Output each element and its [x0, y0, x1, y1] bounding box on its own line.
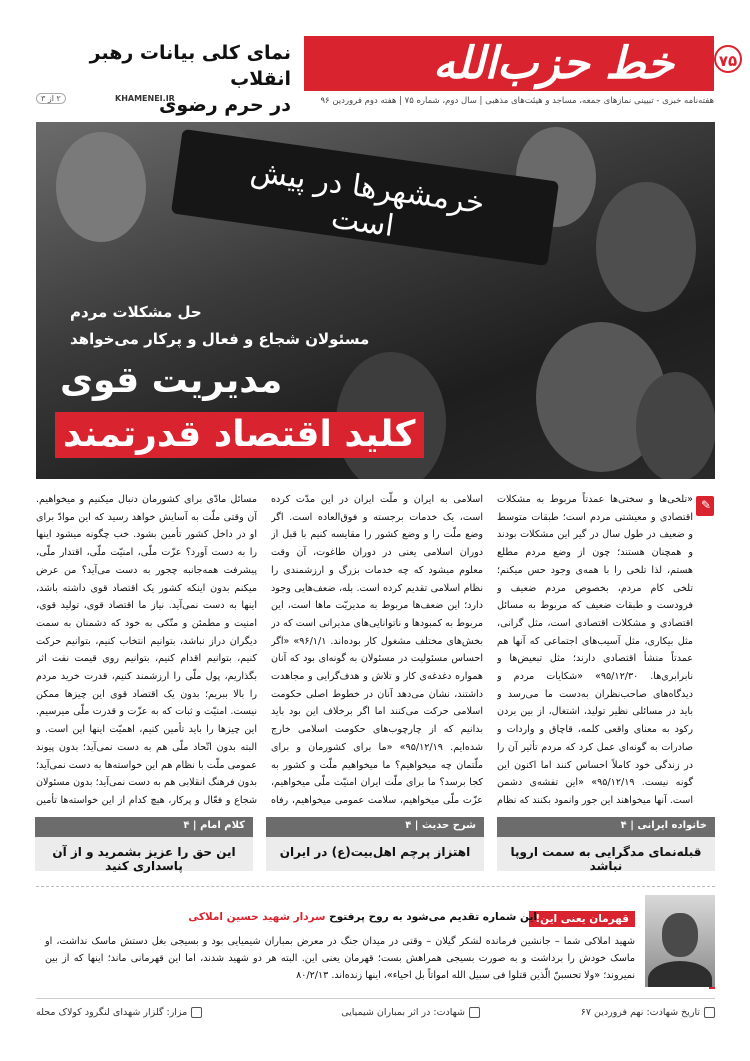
headline-line-2[interactable]: در حرم رضوی	[159, 94, 291, 116]
article-column-2: اسلامی به ایران و ملّت ایران در این مدّت کرده است، یک خدمات برجسته و فوق‌العاده است. اگر وضع ملّت را و وضع کشور را مقایسه کنیم با قبل از دوران اسلامی یعنی در دوران طاغوت، آن وقت معلوم میشود که چه خدمات بزرگ و ارزشمندی را نظام اسلامی تقدیم کرده است. بله، ضعف‌هایی وجود دارد؛ این ضعف‌ها مربوط به مدیریّت ماها است، این مربوط به کمبودها و ناتوانایی‌های مدیرانی است که در بخش‌های مختلف مشغول کار بوده‌اند. ۹۶/۱/۱» «اگر احساس مسئولیت در مسئولان به گونه‌ای بود که آنان همواره دغدغه‌ی کار و تلاش و هدف‌گرایی و مجاهدت داشتند، نشان می‌دهد آنان در خطوط اصلی حکومت اسلامی حرکت می‌کنند اما اگر برخلاف این بود باید بدانیم که از چارچوب‌های حکومت اسلامی خارج شده‌ایم. ۹۵/۱۲/۱۹» «ما برای کشورمان و برای ملّتمان چه میخواهیم؟ ما میخواهیم ملّت و کشور به کجا برسد؟ ما برای ملّت ایران امنیّت ملّی میخواهیم، عزّت ملّی میخواهیم، سلامت عمومی میخواهیم، رفاه	[271, 494, 483, 806]
brand-bar	[304, 36, 714, 91]
article-column-1: «تلخی‌ها و سختی‌ها عمدتاً مربوط به مشکلات اقتصادی و معیشتی مردم است؛ طبقات متوسط و ضعیف در طول سال در گیر این مشکلات بودند و همچنان هستند؛ چون از وضع مردم مطلع هستم، لذا تلخی را با همه‌ی وجود حس میکنم؛ تلخی کام مردم، بخصوص مردم ضعیف و فرودست و طبقات ضعیف که مربوط به مسائل اقتصادی و مشکلات اقتصادی است، مثل گرانی، مثل بیکاری، مثل آسیب‌های اجتماعی که آنها هم عمدتاً منشأ اقتصادی دارند؛ مثل تبعیض‌ها و نابرابری‌ها. ۹۵/۱۲/۳۰» «شکایات مردم و دیدگاه‌های صاحب‌نظران به‌دست ما می‌رسد و باید در مسائلی نظیر تولید، اشتغال، از بین بردن رکود به معنای واقعی کلمه، قاچاق و واردات و صادرات به گونه‌ای عمل کرد که مردم تأثیر آن را در زندگی خود کاملاً احساس کنند اما اکنون این گونه نیست. ۹۵/۱۲/۱۹» «این تفشه‌ی دشمن است. آنها میخواهند این جور وانمود بکنند که نظام	[497, 494, 694, 806]
crowd-figure	[56, 132, 146, 242]
crowd-figure	[596, 182, 696, 312]
photo-subtitle-1: حل مشکلات مردم	[70, 303, 202, 321]
banner-text: خرمشهرها در پیش است	[248, 153, 487, 245]
photo-main-title: مدیریت قوی	[60, 360, 283, 401]
article-columns	[36, 491, 715, 811]
martyr-grave	[36, 1007, 202, 1018]
hero-title	[188, 911, 537, 923]
crowd-figure	[636, 372, 715, 479]
headline-line-1[interactable]: نمای کلی بیانات رهبر انقلاب	[89, 42, 291, 90]
portrait-head	[662, 913, 698, 957]
photo-main-title-highlight: کلید اقتصاد قدرتمند	[55, 412, 424, 458]
teaser-page: ۴	[620, 820, 627, 831]
teaser-hadith[interactable]	[266, 817, 484, 871]
teaser-page: ۴	[405, 820, 412, 831]
teaser-header: کلام امام | ۴	[35, 817, 253, 837]
teaser-imam-words[interactable]	[35, 817, 253, 871]
portrait-shoulders	[648, 961, 712, 987]
footer-info	[36, 998, 715, 1028]
masthead	[0, 0, 750, 118]
section-teasers	[36, 817, 715, 871]
teaser-header: خانواده ایرانی | ۴	[497, 817, 715, 837]
teaser-family[interactable]	[497, 817, 715, 871]
calendar-icon	[704, 1007, 715, 1018]
article-column-3: مسائل مادّی برای کشورمان دنبال میکنیم و میخواهیم. آن وقتی ملّت به آسایش خواهد رسید که این موادّ برای او در داخل کشور تأمین بشود. خب چگونه میشود اینها را به دست آورد؟ عزّت ملّی، امنیّت ملّی، اقتدار ملّی، پیشرفت همه‌جانبه چجور به دست می‌آید؟ من عرض میکنم بدون اینکه کشور یک اقتصاد قوی داشته باشد، اینها به دست نمی‌آید. نیاز ما اقتصاد قوی، تولید قوی، امنیت و مطمئن و متّکی به خود که دشمنان به سمت دیگران دراز نباشد، بتوانیم انتخاب کنیم، بتوانیم حرکت کنیم، بتوانیم اقدام کنیم، بتوانیم روی قیمت نفت اثر بگذاریم، پول ملّی را ارزشمند کنیم، قدرت خرید مردم را بالا ببریم؛ بدون یک اقتصاد قوی این چیزها ممکن نیست. امنیّت و ثبات که به عزّت و قدرت ملّی میرسیم. این چیزها را باید تأمین کنیم، اهمیّت اینها این است. و البته بدون اتّحاد ملّی هم به دست نمی‌آید؛ بدون پیوند عمومی ملّت با نظام هم این خواسته‌ها به دست نمی‌آید؛ بدون فرهنگ انقلابی هم به دست نمی‌آید؛ بدون مسئولان شجاع و فعّال و پرکار، هیچ کدام از این خواسته‌ها تأمین	[36, 494, 257, 806]
photo-subtitle-2: مسئولان شجاع و فعال و پرکار می‌خواهد	[70, 330, 370, 348]
teaser-title: قبله‌نمای مدگرایی به سمت اروپا نباشد	[497, 837, 715, 871]
note-icon	[469, 1007, 480, 1018]
teaser-title: این حق را عزیز بشمرید و از آن پاسداری کنید	[35, 837, 253, 871]
grave-icon	[191, 1007, 202, 1018]
teaser-section: خانواده ایرانی	[637, 820, 707, 831]
page-indicator: ۲ از ۳	[36, 93, 66, 104]
teaser-title: اهتزاز پرچم اهل‌بیت(ع) در ایران	[266, 837, 484, 871]
issue-info-line: هفته‌نامه خبری - تبیینی نمازهای جمعه، مساجد و هیئت‌های مذهبی | سال دوم، شماره ۷۵ | هفته دوم فروردین ۹۶	[320, 96, 714, 106]
hero-label: قهرمان یعنی این!	[529, 911, 635, 927]
martyr-type	[341, 1007, 480, 1018]
headline-box	[36, 40, 291, 118]
hero-text: شهید املاکی شما – جانشین فرمانده لشکر گیلان – وقتی در میدان جنگ در معرض بمباران شیمیایی بود و بسیجی بغل دستش ماسک نداشت، او ماسک خودش را برداشت و به صورت بسیجی همراهش بست؛ قهرمان یعنی این. البته هر دو شهید شدند، اما این قهرمانی ماند؛ اینها که از بین نمیروند؛ «ولا تحسبنّ الّذین قتلوا فی سبیل الله امواتاً بل احیاء»، اینها زنده‌اند. ۸۰/۲/۱۳	[45, 936, 635, 981]
teaser-header: شرح حدیث | ۴	[266, 817, 484, 837]
martyr-dedication	[36, 886, 715, 990]
martyr-grave-text: مزار: گلزار شهدای لنگرود کولاک محله	[36, 1007, 188, 1018]
martyr-date-text: تاریخ شهادت: نهم فروردین ۶۷	[580, 1007, 700, 1018]
teaser-section: کلام امام	[200, 820, 245, 831]
teaser-page: ۴	[183, 820, 190, 831]
issue-number-badge: ۷۵	[714, 45, 742, 73]
khamenei-site-logo[interactable]: KHAMENEI.IR	[115, 94, 175, 103]
teaser-section: شرح حدیث	[421, 820, 476, 831]
brand-title: خط حزب‌الله	[433, 38, 674, 89]
martyr-portrait	[645, 895, 715, 987]
hero-title-prefix: این شماره تقدیم می‌شود به روح پرفتوح	[329, 911, 537, 923]
hero-martyr-name: سردار شهید حسین املاکی	[188, 911, 326, 923]
martyr-type-text: شهادت: در اثر بمباران شیمیایی	[341, 1007, 465, 1018]
martyr-date	[581, 1007, 715, 1018]
